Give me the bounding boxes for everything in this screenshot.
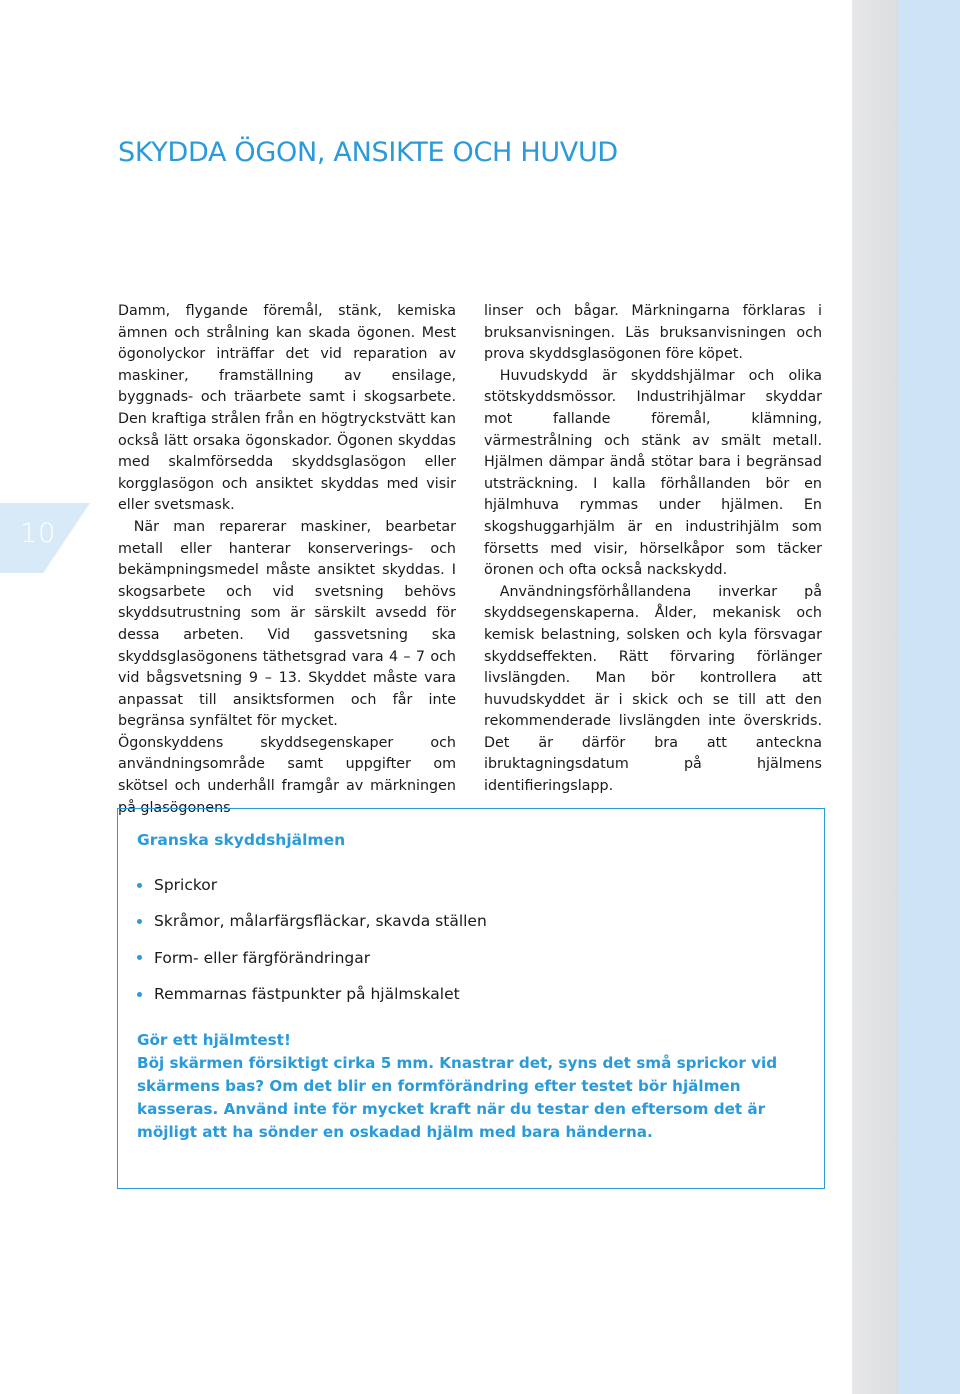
list-item-label: Skråmor, målarfärgsfläckar, skavda ställen — [154, 912, 487, 931]
list-item-label: Form- eller färgförändringar — [154, 948, 371, 967]
box-heading: Granska skyddshjälmen — [137, 831, 346, 849]
bullet-icon — [137, 883, 142, 888]
list-item — [137, 940, 487, 976]
list-item — [137, 976, 487, 1012]
list-item — [137, 867, 487, 903]
paragraph: När man reparerar maskiner, bearbetar metall eller hanterar konserverings- och bekämpningsmedel måste ansiktet skyddas. I skogsarbete och vid svetsning behövs skyddsutrustning som är särskilt avsedd för dessa arbeten. Vid gassvetsning ska skyddsglasögonens täthetsgrad vara 4 – 7 och vid bågsvetsning 9 – 13. Skyddet måste vara anpassat till ansiktsformen och får inte begränsa synfältet för mycket. — [118, 518, 456, 730]
left-text-column — [118, 301, 456, 819]
helmet-test-section — [137, 1029, 805, 1144]
paragraph: linser och bågar. Märkningarna förklaras i bruksanvisningen. Läs bruksanvisningen och prova skyddsglasögonen före köpet. — [484, 303, 822, 363]
bullet-icon — [137, 992, 142, 997]
right-text-column — [484, 301, 822, 798]
test-title: Gör ett hjälmtest! — [137, 1031, 291, 1049]
list-item-label: Sprickor — [154, 876, 218, 895]
page-number: 10 — [20, 518, 57, 549]
page-edge-grey-strip — [852, 0, 898, 1394]
paragraph: Ögonskyddens skyddsegenskaper och användningsområde samt uppgifter om skötsel och underhåll framgår av märkningen på glasögonens — [118, 734, 456, 816]
checklist — [137, 867, 487, 1012]
paragraph: Huvudskydd är skyddshjälmar och olika stötskyddsmössor. Industrihjälmar skyddar mot fallande föremål, klämning, värmestrålning och stänk av smält metall. Hjälmen dämpar ändå stötar bara i begränsad utsträckning. I kalla förhållanden bör en hjälmhuva rymmas under hjälmen. En skogshuggarhjälm är en industrihjälm som försetts med visir, hörselkåpor som täcker öronen och ofta också nackskydd. — [484, 367, 822, 579]
list-item — [137, 903, 487, 939]
helmet-check-box — [117, 808, 825, 1189]
page-title: SKYDDA ÖGON, ANSIKTE OCH HUVUD — [118, 137, 618, 168]
bullet-icon — [137, 919, 142, 924]
paragraph: Användningsförhållandena inverkar på skyddsegenskaperna. Ålder, mekanisk och kemisk belastning, solsken och kyla försvagar skyddseffekten. Rätt förvaring förlänger livslängden. Man bör kontrollera att huvudskyddet är i skick och se till att den rekommenderade livslängden inte överskrids. Det är därför bra att anteckna ibruktagningsdatum på hjälmens identifieringslapp. — [484, 583, 822, 795]
paragraph: Damm, flygande föremål, stänk, kemiska ämnen och strålning kan skada ögonen. Mest ögonolyckor inträffar det vid reparation av maskiner, framställning av ensilage, byggnads- och träarbete samt i skogsarbete. Den kraftiga strålen från en högtryckstvätt kan också lätt orsaka ögonskador. Ögonen skyddas med skalmförsedda skyddsglasögon eller korgglasögon och ansiktet skyddas med visir eller svetsmask. — [118, 303, 456, 514]
list-item-label: Remmarnas fästpunkter på hjälmskalet — [154, 985, 460, 1004]
test-instructions: Böj skärmen försiktigt cirka 5 mm. Knastrar det, syns det små sprickor vid skärmens bas? Om det blir en formförändring efter testet bör hjälmen kasseras. Använd inte för mycket kraft när du testar den eftersom det är möjligt att ha sönder en oskadad hjälm med bara händerna. — [137, 1054, 778, 1141]
page-edge-blue-strip — [898, 0, 960, 1394]
bullet-icon — [137, 955, 142, 960]
